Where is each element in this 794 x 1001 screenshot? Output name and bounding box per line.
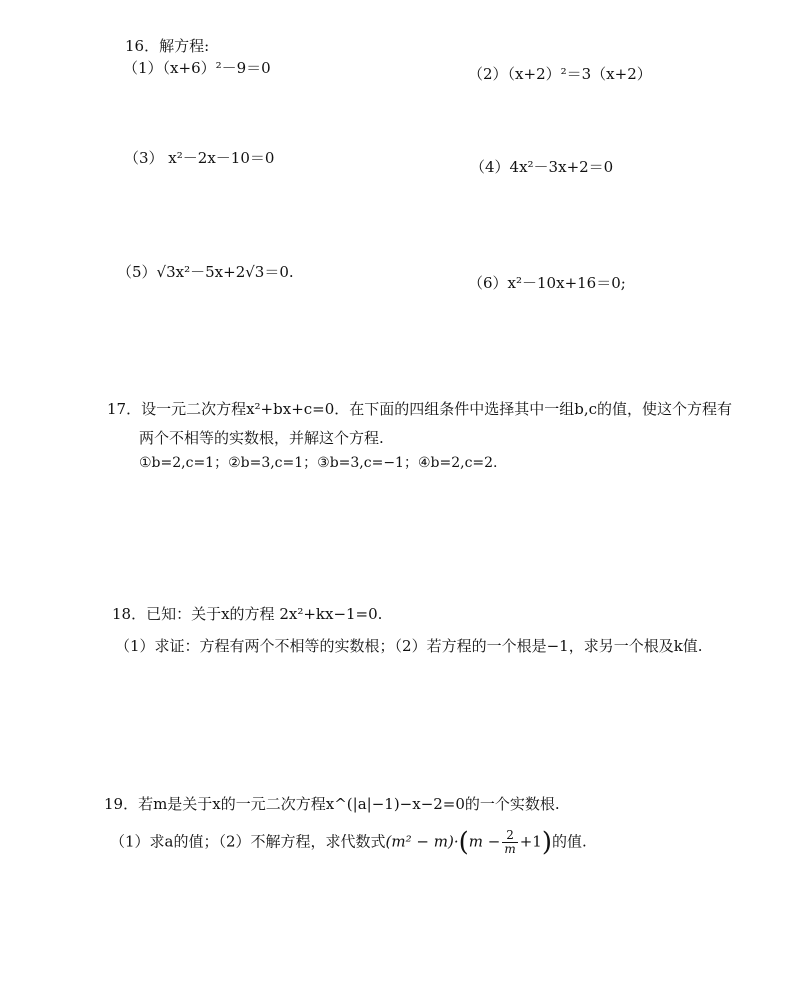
q17-options: ①b=2,c=1；②b=3,c=1；③b=3,c=−1；④b=2,c=2. [139,455,498,471]
q17-line-1: 17．设一元二次方程x²+bx+c=0．在下面的四组条件中选择其中一组b,c的值，使这个方程有 [107,400,733,418]
open-paren: ( [458,827,469,858]
fraction-denominator: m [504,842,516,856]
close-paren: ) [541,827,552,858]
q18-line-2: （1）求证：方程有两个不相等的实数根；（2）若方程的一个根是−1，求另一个根及k值. [115,637,703,655]
q19-expr-right-b: +1 [519,832,542,851]
q16-part-1: （1）（x+6）²－9＝0 [123,59,271,77]
q16-part-6: （6）x²－10x+16＝0; [468,274,626,292]
q16-part-3: （3） x²－2x－10＝0 [124,149,275,167]
q16-part-5: （5）√3x²－5x+2√3＝0. [117,263,294,281]
q19-expr-right-a: m − [468,832,501,851]
q19-fraction [502,829,517,856]
q16-title: 16．解方程: [125,37,210,55]
q16-part-2: （2）（x+2）²＝3（x+2） [468,65,652,83]
fraction-numerator: 2 [502,829,517,843]
q18-line-1: 18．已知：关于x的方程 2x²+kx−1=0. [112,605,383,623]
q19-line-2-end: 的值. [551,832,587,851]
q19-line-1: 19．若m是关于x的一元二次方程x^(|a|−1)−x−2=0的一个实数根. [104,795,560,813]
q16-part-4: （4）4x²－3x+2＝0 [470,158,614,176]
q19-line-2-text: （1）求a的值；（2）不解方程，求代数式 [110,832,386,851]
q19-expr-left: (m² − m)· [385,832,459,851]
q17-line-2: 两个不相等的实数根，并解这个方程. [139,429,384,447]
q19-line-2 [110,829,587,856]
